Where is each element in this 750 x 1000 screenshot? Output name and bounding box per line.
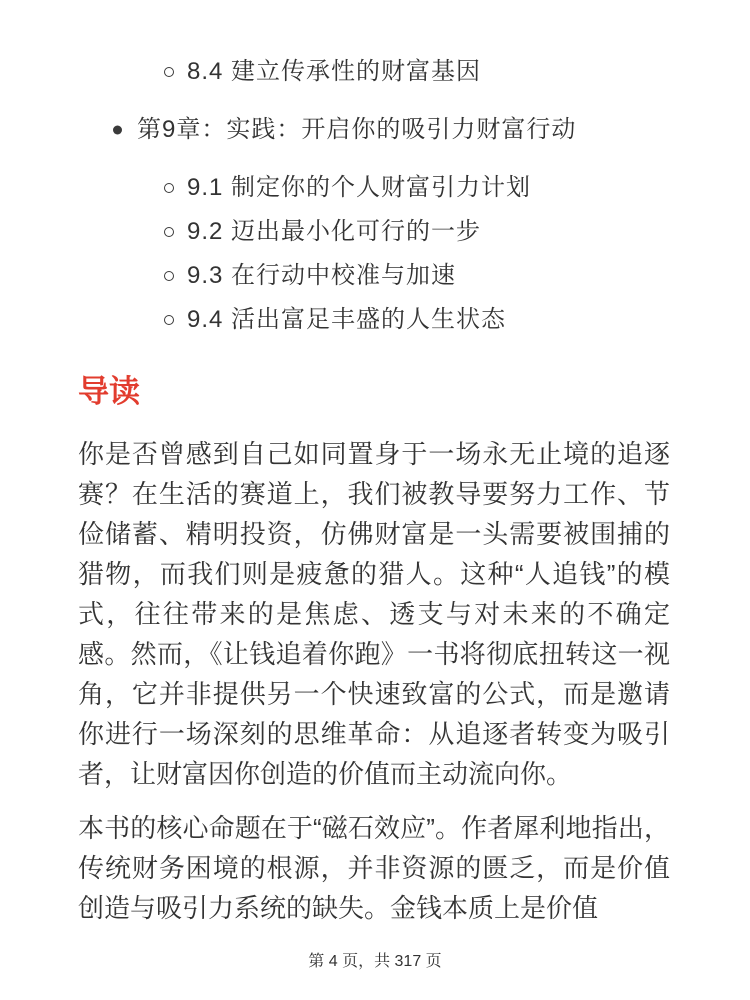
toc-item: 8.4 建立传承性的财富基因 bbox=[0, 50, 710, 94]
table-of-contents bbox=[0, 0, 750, 342]
page-number-footer: 第 4 页，共 317 页 bbox=[308, 953, 442, 970]
paragraph: 本书的核心命题在于“磁石效应”。作者犀利地指出，传统财务困境的根源，并非资源的匮乏，而是价值创造与吸引力系统的缺失。金钱本质上是价值 bbox=[78, 813, 670, 923]
paragraph: 你是否曾感到自己如同置身于一场永无止境的追逐赛？在生活的赛道上，我们被教导要努力工作、节俭储蓄、精明投资，仿佛财富是一头需要被围捕的猎物，而我们则是疲惫的猎人。这种“人追钱”的模式，往往带来的是焦虑、透支与对未来的不确定感。然而，《让钱追着你跑》一书将彻底扭转这一视角，它并非提供另一个快速致富的公式，而是邀请你进行一场深刻的思维革命：从追逐者转变为吸引者，让财富因你创造的价值而主动流向你。 bbox=[78, 439, 670, 789]
toc-item: 9.3 在行动中校准与加速 bbox=[0, 254, 710, 298]
toc-item: 第9章：实践：开启你的吸引力财富行动 bbox=[0, 108, 710, 152]
section-heading: 导读 bbox=[78, 374, 140, 409]
body-text bbox=[78, 434, 670, 928]
toc-item: 9.1 制定你的个人财富引力计划 bbox=[0, 166, 710, 210]
toc-item: 9.2 迈出最小化可行的一步 bbox=[0, 210, 710, 254]
toc-item: 9.4 活出富足丰盛的人生状态 bbox=[0, 298, 710, 342]
